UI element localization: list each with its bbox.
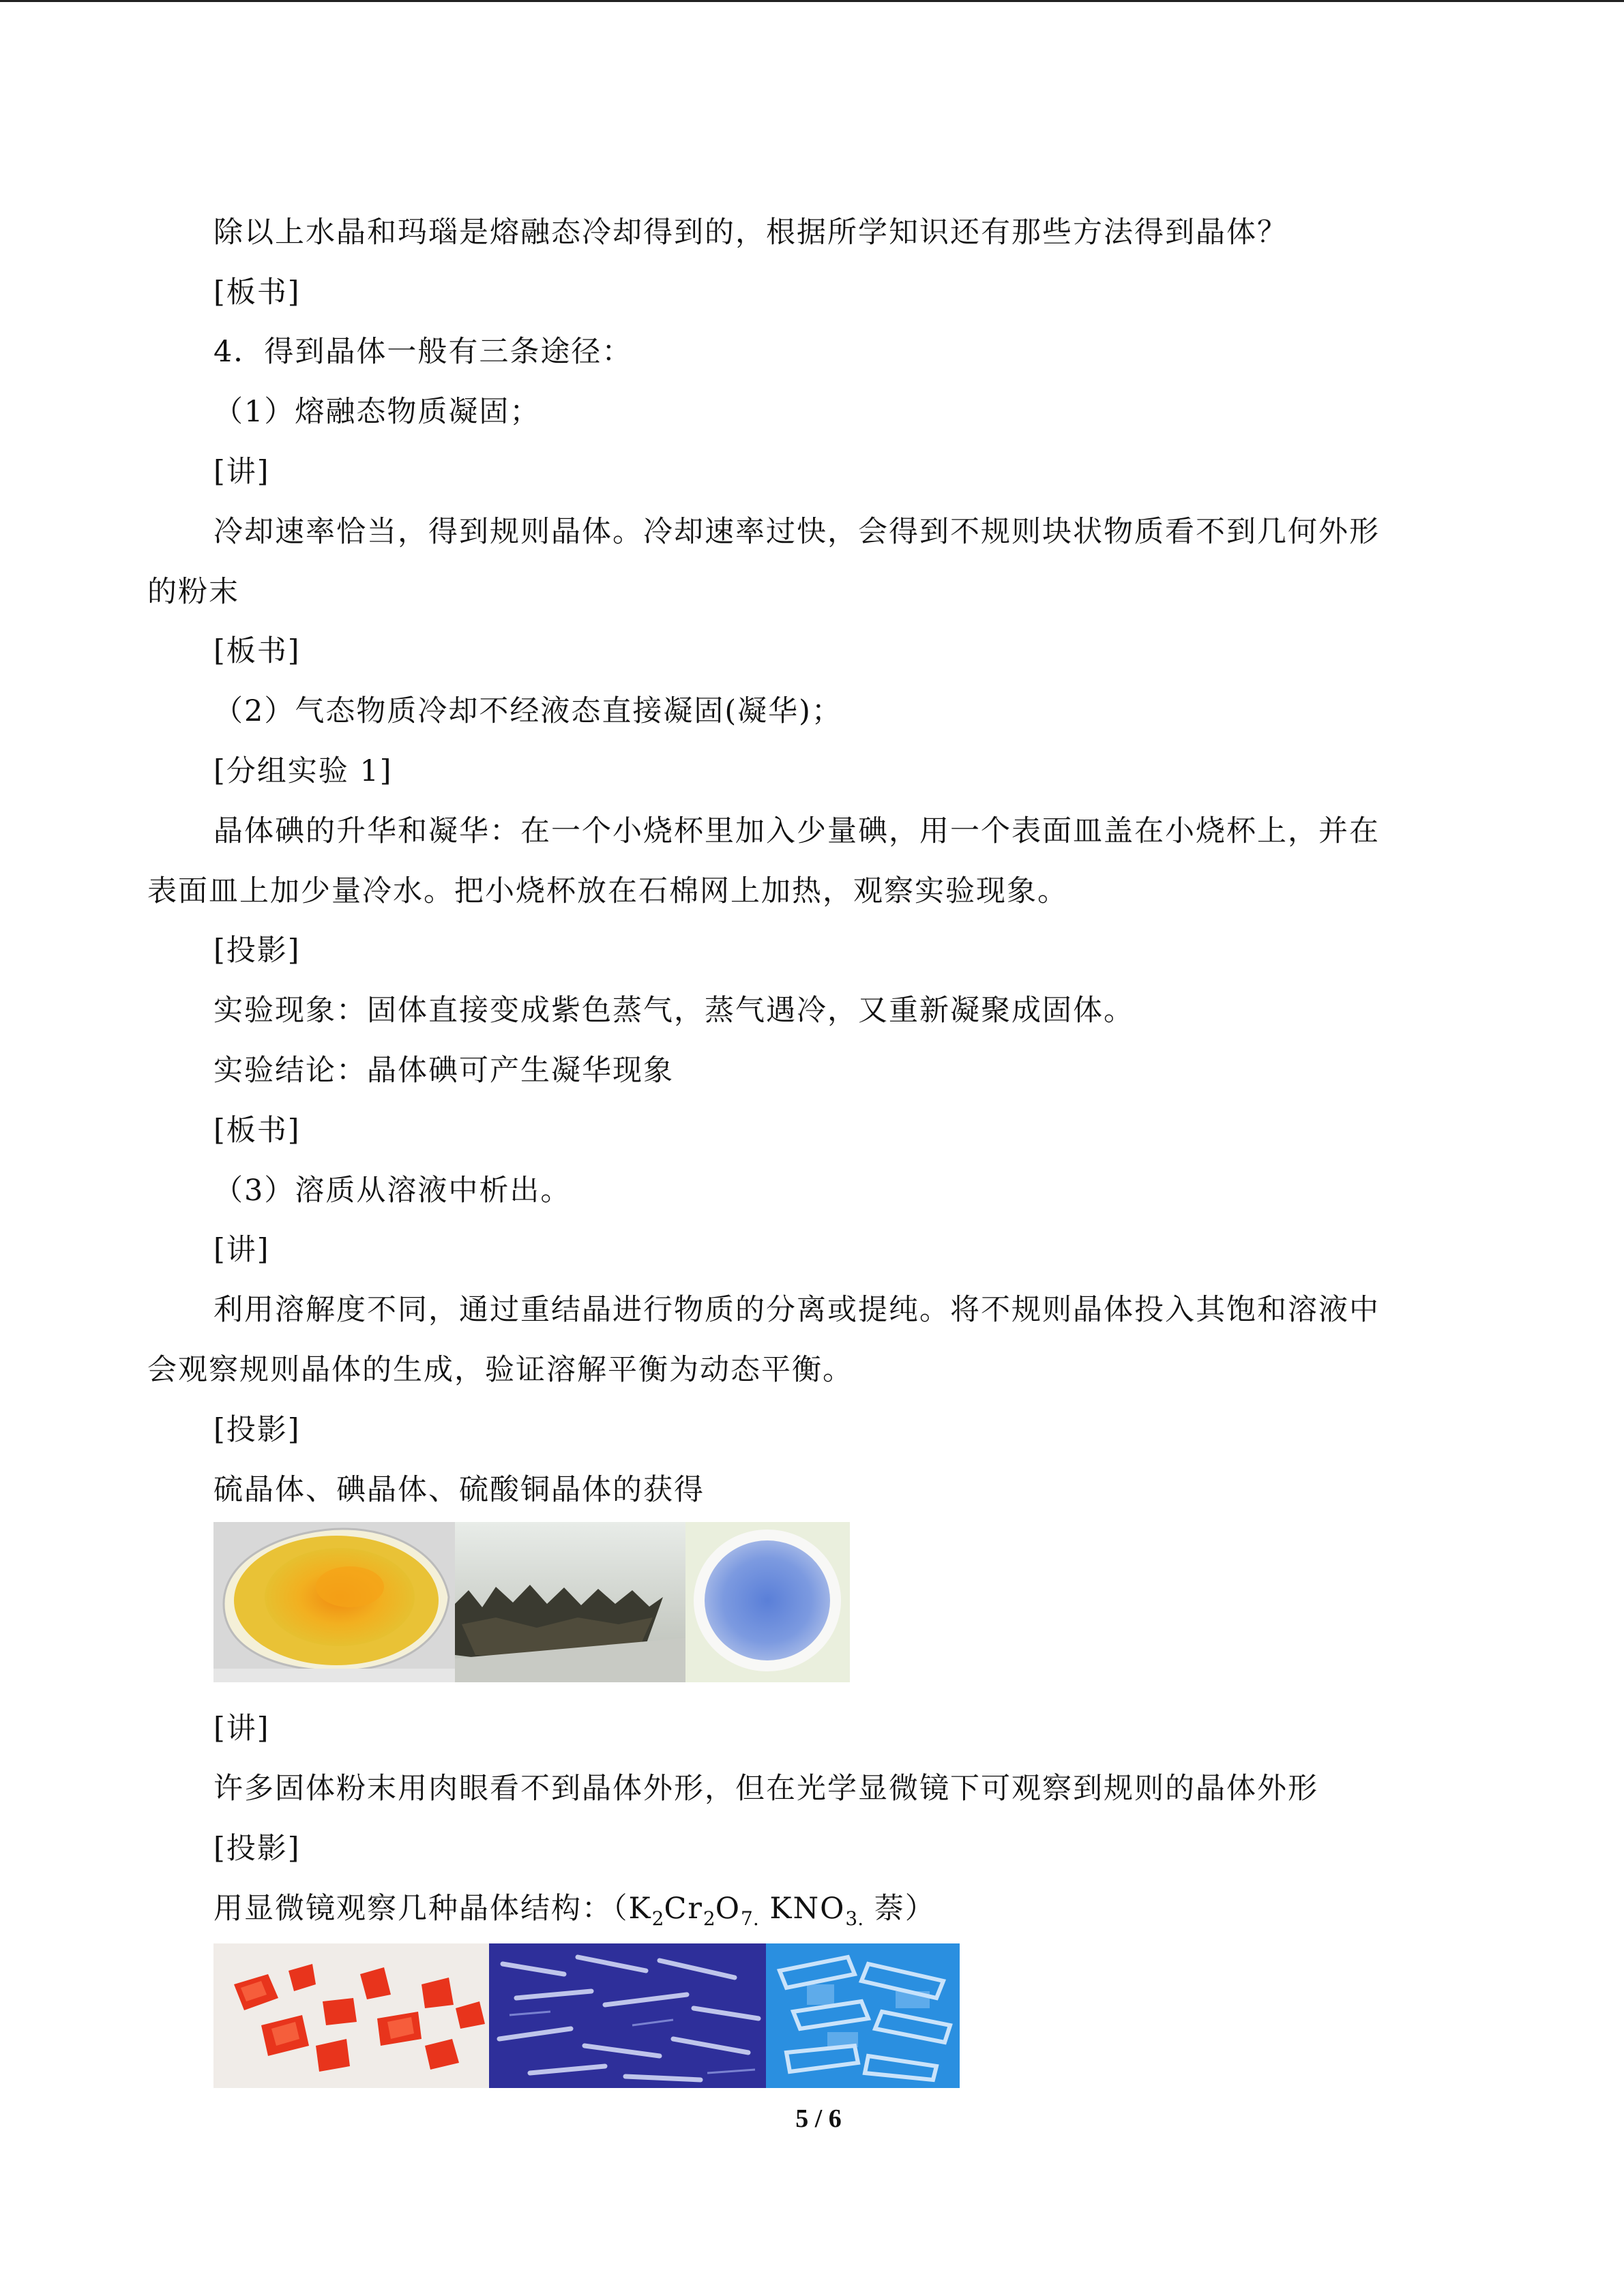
paragraph: 利用溶解度不同，通过重结晶进行物质的分离或提纯。将不规则晶体投入其饱和溶液中 (213, 1293, 1380, 1327)
paragraph-cont: 表面皿上加少量冷水。把小烧杯放在石棉网上加热，观察实验现象。 (147, 874, 1068, 908)
paragraph: 许多固体粉末用肉眼看不到晶体外形，但在光学显微镜下可观察到规则的晶体外形 (213, 1772, 1318, 1806)
photo-potassium-dichromate-crystals (213, 1943, 489, 2088)
page-number: 5 / 6 (795, 2104, 842, 2133)
paragraph: 冷却速率恰当，得到规则晶体。冷却速率过快，会得到不规则块状物质看不到几何外形 (213, 515, 1380, 549)
label-lecture: [讲] (213, 1233, 270, 1267)
list-item-2: （2）气态物质冷却不经液态直接凝固(凝华)； (213, 694, 842, 728)
label-lecture: [讲] (213, 455, 270, 489)
heading-crystal-routes: 4．得到晶体一般有三条途径： (213, 335, 633, 369)
label-group-experiment: [分组实验 1] (213, 754, 393, 788)
label-projection: [投影] (213, 934, 301, 968)
experiment-phenomenon: 实验现象：固体直接变成紫色蒸气，蒸气遇冷，又重新凝聚成固体。 (213, 994, 1134, 1028)
experiment-conclusion: 实验结论：晶体碘可产生凝华现象 (213, 1054, 674, 1088)
paragraph-cont: 的粉末 (147, 575, 239, 609)
paragraph-cont: 会观察规则晶体的生成，验证溶解平衡为动态平衡。 (147, 1353, 853, 1387)
microscope-caption: 用显微镜观察几种晶体结构：（$K_2Cr_2O_{7.}$ $KNO_{3.}$ 萘） (213, 1892, 936, 1930)
photo-naphthalene-crystals (766, 1943, 960, 2088)
photo-potassium-nitrate-crystals (489, 1943, 766, 2088)
photo-sulfur-crystal (213, 1522, 455, 1682)
paragraph: 晶体碘的升华和凝华：在一个小烧杯里加入少量碘，用一个表面皿盖在小烧杯上，并在 (213, 814, 1380, 848)
label-projection: [投影] (213, 1413, 301, 1447)
label-board: [板书] (213, 275, 301, 310)
label-projection: [投影] (213, 1832, 301, 1866)
list-item-1: （1）熔融态物质凝固； (213, 395, 541, 429)
top-border (0, 0, 1624, 2)
photo-copper-sulfate-crystal (685, 1522, 850, 1682)
list-item-3: （3）溶质从溶液中析出。 (213, 1174, 572, 1208)
paragraph: 除以上水晶和玛瑙是熔融态冷却得到的，根据所学知识还有那些方法得到晶体？ (213, 215, 1288, 250)
photo-iodine-crystal (455, 1522, 685, 1682)
label-board: [板书] (213, 634, 301, 668)
label-board: [板书] (213, 1114, 301, 1148)
label-lecture: [讲] (213, 1712, 270, 1746)
figure-caption: 硫晶体、碘晶体、硫酸铜晶体的获得 (213, 1473, 705, 1507)
